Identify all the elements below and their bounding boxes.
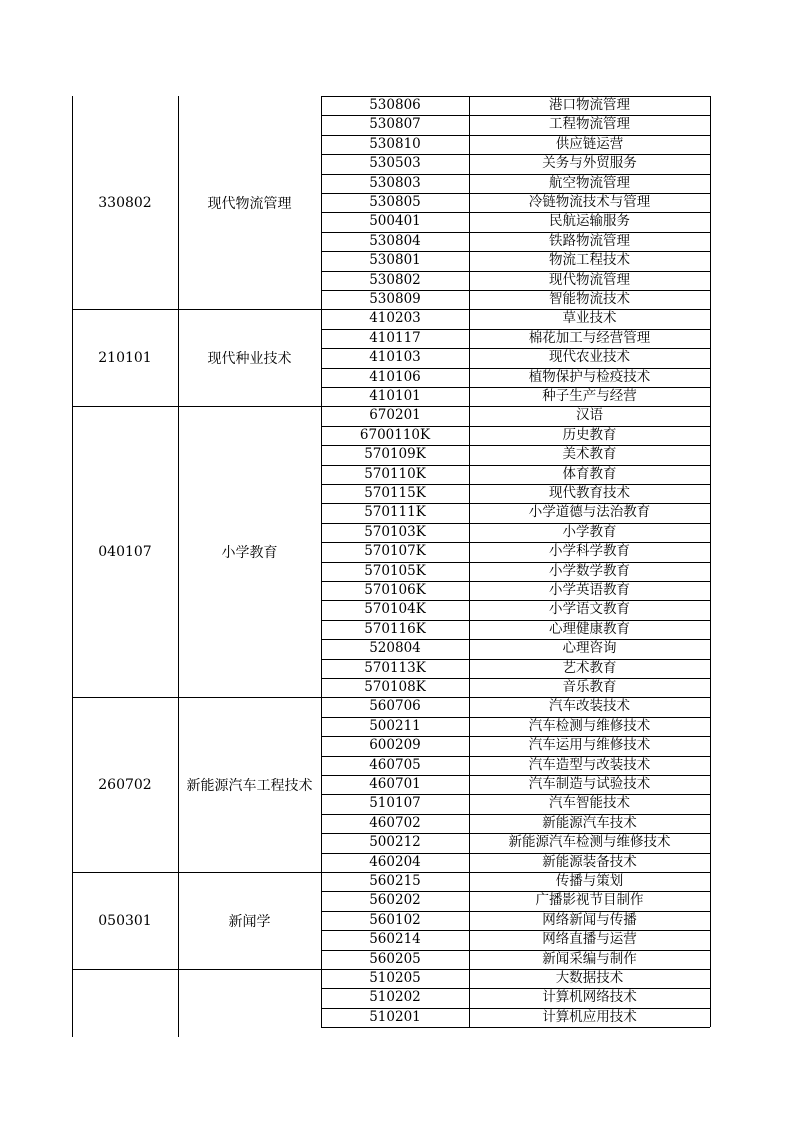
major-name-cell: 音乐教育: [562, 679, 617, 695]
major-code-cell: 570106K: [364, 582, 426, 598]
major-code-cell: 530802: [369, 271, 421, 288]
major-code-cell: 570111K: [364, 504, 426, 521]
major-name-cell: 种子生产与经营: [542, 388, 637, 404]
major-name-cell: 棉花加工与经营管理: [528, 329, 651, 346]
major-code-cell: 510205: [369, 970, 421, 986]
major-code-cell: 460701: [369, 776, 421, 792]
group-code-cell: 040107: [98, 543, 152, 560]
major-code-cell: 460204: [369, 853, 421, 870]
major-name-cell: 历史教育: [562, 426, 617, 443]
major-name-cell: 汽车检测与维修技术: [528, 717, 651, 734]
table-row: [321, 639, 710, 658]
major-code-cell: 410106: [369, 368, 421, 385]
column-border: [469, 96, 470, 1027]
table-row: [321, 794, 710, 813]
column-border: [178, 96, 179, 1037]
table-row: [321, 193, 710, 212]
table-row: [321, 756, 710, 775]
table-row: [321, 969, 710, 988]
major-name-cell: 新闻采编与制作: [542, 950, 637, 967]
major-code-cell: 560706: [369, 698, 421, 715]
major-name-cell: 工程物流管理: [549, 116, 630, 133]
major-name-cell: 现代农业技术: [549, 349, 630, 366]
major-code-cell: 570110K: [364, 465, 426, 482]
table-row: [321, 503, 710, 522]
major-name-cell: 现代教育技术: [549, 485, 630, 501]
table-row: [321, 271, 710, 290]
table-row: [321, 620, 710, 639]
table-row: [321, 251, 710, 270]
group-code-cell: 330802: [98, 194, 152, 211]
table-row: [321, 309, 710, 328]
table-row: [321, 465, 710, 484]
major-code-cell: 510201: [369, 1008, 421, 1025]
group-name-cell: 现代种业技术: [207, 350, 292, 367]
major-name-cell: 小学科学教育: [549, 543, 630, 560]
major-name-cell: 智能物流技术: [549, 291, 630, 307]
table-row: [321, 523, 710, 542]
major-name-cell: 心理咨询: [562, 640, 617, 657]
major-code-cell: 670201: [369, 407, 421, 424]
major-code-cell: 410103: [369, 349, 421, 366]
major-name-cell: 小学数学教育: [549, 562, 630, 579]
major-code-cell: 510202: [369, 989, 421, 1006]
table-row: [321, 930, 710, 949]
major-code-cell: 530503: [369, 155, 421, 172]
major-name-cell: 港口物流管理: [549, 97, 630, 113]
group-name-cell: 新闻学: [228, 913, 271, 930]
table-row: [321, 154, 710, 173]
table-row: [321, 775, 710, 794]
major-code-cell: 500212: [369, 834, 421, 851]
group-name-cell: 现代物流管理: [207, 195, 292, 212]
table-row: [321, 678, 710, 697]
major-name-cell: 冷链物流技术与管理: [528, 194, 651, 210]
major-code-cell: 570104K: [364, 601, 426, 618]
major-code-cell: 500401: [369, 213, 421, 230]
major-name-cell: 网络新闻与传播: [542, 911, 637, 928]
major-name-cell: 现代物流管理: [549, 271, 630, 288]
major-name-cell: 计算机网络技术: [542, 989, 637, 1006]
table-row: [321, 697, 710, 716]
major-name-cell: 传播与策划: [555, 873, 624, 889]
table-row: [321, 484, 710, 503]
major-code-cell: 500211: [369, 717, 421, 734]
major-name-cell: 计算机应用技术: [542, 1008, 637, 1025]
major-name-cell: 小学语文教育: [549, 601, 630, 618]
major-name-cell: 航空物流管理: [549, 174, 630, 191]
table-row: [321, 581, 710, 600]
major-code-cell: 460702: [369, 814, 421, 831]
major-code-cell: 530803: [369, 174, 421, 191]
major-code-cell: 560102: [369, 911, 421, 928]
group-code-cell: 210101: [98, 349, 152, 366]
major-code-cell: 530809: [369, 291, 421, 307]
major-code-cell: 570113K: [364, 659, 426, 676]
major-code-cell: 530805: [369, 194, 421, 210]
major-code-cell: 530807: [369, 116, 421, 133]
major-code-cell: 560214: [369, 931, 421, 948]
group-name-cell: [178, 969, 321, 1027]
major-name-cell: 新能源汽车技术: [542, 814, 637, 831]
major-name-cell: 草业技术: [562, 310, 617, 327]
major-name-cell: 大数据技术: [555, 970, 624, 986]
table-row: [321, 833, 710, 852]
major-name-cell: 民航运输服务: [549, 213, 630, 230]
table-row: [321, 988, 710, 1007]
major-name-cell: 关务与外贸服务: [542, 155, 637, 172]
major-code-cell: 570109K: [364, 446, 426, 463]
table-row: [321, 600, 710, 619]
major-code-cell: 560202: [369, 892, 421, 909]
table-row: [321, 115, 710, 134]
table-row: [321, 717, 710, 736]
table-row: [321, 368, 710, 387]
major-name-cell: 小学道德与法治教育: [528, 504, 651, 521]
table-row: [321, 542, 710, 561]
table-row: [321, 232, 710, 251]
table-row: [321, 891, 710, 910]
table-row: [321, 853, 710, 872]
major-name-cell: 汽车改装技术: [549, 698, 630, 715]
major-name-cell: 汽车智能技术: [549, 795, 630, 812]
major-name-cell: 美术教育: [562, 446, 617, 463]
major-code-cell: 520804: [369, 640, 421, 657]
table-row: [321, 406, 710, 425]
major-name-cell: 供应链运营: [555, 135, 624, 152]
table-row: [321, 562, 710, 581]
table-row: [321, 290, 710, 309]
major-code-cell: 600209: [369, 737, 421, 754]
table-row: [321, 348, 710, 367]
table-row: [321, 736, 710, 755]
table-row: [321, 329, 710, 348]
major-name-cell: 小学英语教育: [549, 582, 630, 598]
major-code-cell: 6700110K: [359, 426, 431, 443]
major-code-cell: 530810: [369, 135, 421, 152]
major-name-cell: 新能源装备技术: [542, 853, 637, 870]
major-code-cell: 510107: [369, 795, 421, 812]
major-code-cell: 570115K: [364, 485, 426, 501]
column-border: [710, 96, 711, 1027]
major-name-cell: 体育教育: [562, 465, 617, 482]
major-code-cell: 570108K: [364, 679, 426, 695]
column-border: [321, 96, 322, 1027]
major-code-cell: 410101: [369, 388, 421, 404]
major-code-cell: 530804: [369, 232, 421, 249]
row-border: [321, 1027, 710, 1028]
table-row: [321, 135, 710, 154]
column-border: [72, 96, 73, 1037]
major-name-cell: 汽车造型与改装技术: [528, 756, 651, 773]
major-name-cell: 汽车制造与试验技术: [528, 776, 651, 792]
group-name-cell: 新能源汽车工程技术: [186, 777, 313, 794]
major-name-cell: 心理健康教育: [549, 620, 630, 637]
major-code-cell: 530801: [369, 252, 421, 269]
major-name-cell: 新能源汽车检测与维修技术: [508, 834, 671, 851]
major-code-cell: 460705: [369, 756, 421, 773]
major-code-cell: 560215: [369, 873, 421, 889]
table-row: [321, 426, 710, 445]
table-row: [321, 872, 710, 891]
group-code-cell: 260702: [98, 776, 152, 793]
table-row: [321, 96, 710, 115]
major-name-cell: 网络直播与运营: [542, 931, 637, 948]
major-code-cell: 570105K: [364, 562, 426, 579]
table-row: [321, 212, 710, 231]
table-row: [321, 950, 710, 969]
major-code-cell: 530806: [369, 97, 421, 113]
major-name-cell: 广播影视节目制作: [535, 892, 644, 909]
major-code-cell: 410203: [369, 310, 421, 327]
major-name-cell: 植物保护与检疫技术: [528, 368, 651, 385]
major-code-cell: 410117: [369, 329, 421, 346]
table-row: [321, 1008, 710, 1027]
group-code-cell: [72, 969, 178, 1027]
major-name-cell: 汉语: [576, 407, 603, 424]
major-name-cell: 汽车运用与维修技术: [528, 737, 651, 754]
major-code-cell: 570103K: [364, 523, 426, 540]
major-name-cell: 物流工程技术: [549, 252, 630, 269]
table-row: [321, 659, 710, 678]
major-code-cell: 570116K: [364, 620, 426, 637]
group-code-cell: 050301: [98, 912, 152, 929]
table-row: [321, 445, 710, 464]
table-row: [321, 387, 710, 406]
table-row: [321, 814, 710, 833]
major-name-cell: 铁路物流管理: [549, 232, 630, 249]
major-code-cell: 560205: [369, 950, 421, 967]
group-name-cell: 小学教育: [221, 544, 278, 561]
major-name-cell: 小学教育: [562, 523, 617, 540]
major-name-cell: 艺术教育: [562, 659, 617, 676]
major-code-cell: 570107K: [364, 543, 426, 560]
table-row: [321, 911, 710, 930]
table-row: [321, 174, 710, 193]
